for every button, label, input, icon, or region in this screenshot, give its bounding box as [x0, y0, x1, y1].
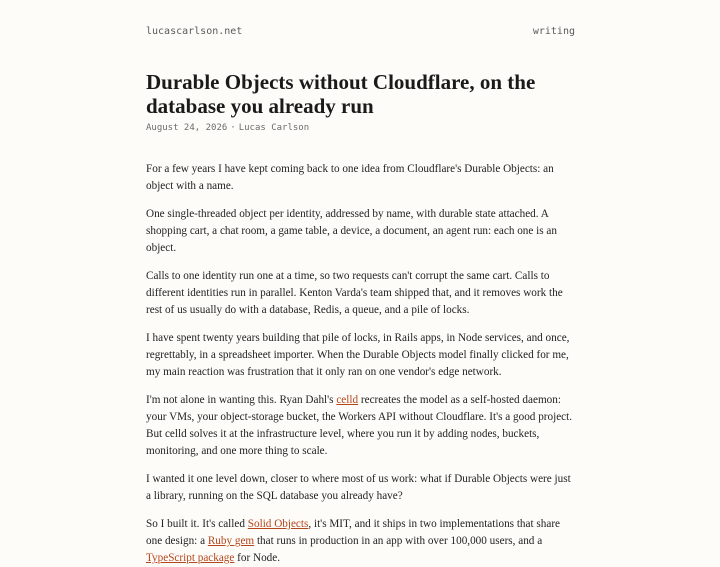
post-date: August 24, 2026	[146, 123, 228, 133]
paragraph: I wanted it one level down, closer to where most of us work: what if Durable Objects were just a library, running on the SQL database you already have?	[146, 473, 571, 502]
ruby-gem-link[interactable]: Ruby gem	[207, 535, 255, 547]
paragraph	[146, 392, 575, 460]
paragraph-text: , it's MIT, and it ships in two implementations that share one design: a	[146, 518, 561, 547]
paragraph-text: for Node.	[234, 552, 281, 564]
post-body	[146, 161, 575, 567]
paragraph-text: I'm not alone in wanting this. Ryan Dahl's	[146, 394, 337, 406]
post-title: Durable Objects without Cloudflare, on the database you already run	[146, 70, 536, 118]
post-meta	[146, 123, 575, 135]
post-author: Lucas Carlson	[238, 123, 310, 133]
paragraph-text: that runs in production in an app with over 100,000 users, and a	[254, 535, 543, 547]
paragraph: I have spent twenty years building that pile of locks, in Rails apps, in Node services, and once, regrettably, in a spreadsheet importer. When the Durable Objects model finally clicked for me, my main reaction was frustration that it only ran on one vendor's edge network.	[146, 332, 570, 378]
paragraph-text: recreates the model as a self-hosted daemon: your VMs, your object-storage bucket, the Workers API without Cloudflare. It's a good project. But celld solves it at the infrastructure level, where you run it by adding nodes, buckets, monitoring, and one more thing to scale.	[146, 394, 573, 457]
paragraph: One single-threaded object per identity, addressed by name, with durable state attached. A shopping cart, a chat room, a game table, a device, a document, an agent run: each one is an object.	[146, 208, 557, 254]
typescript-package-link[interactable]: TypeScript package	[146, 552, 235, 564]
nav-writing-link[interactable]: writing	[532, 26, 575, 37]
solid-objects-link[interactable]: Solid Objects	[247, 518, 309, 530]
page-container	[146, 0, 575, 567]
meta-separator: ·	[230, 123, 236, 133]
paragraph: For a few years I have kept coming back to one idea from Cloudflare's Durable Objects: an object with a name.	[146, 163, 554, 192]
paragraph	[146, 516, 575, 567]
celld-link[interactable]: celld	[336, 394, 359, 406]
site-name-link[interactable]: lucascarlson.net	[146, 26, 243, 37]
site-header	[146, 0, 575, 40]
paragraph: Calls to one identity run one at a time, so two requests can't corrupt the same cart. Calls to different identities run in parallel. Kenton Varda's team shipped that, and it removes work the rest of us usually do with a database, Redis, a queue, and a pile of locks.	[146, 270, 563, 316]
post-article	[146, 70, 575, 567]
paragraph-text: So I built it. It's called	[146, 518, 248, 530]
